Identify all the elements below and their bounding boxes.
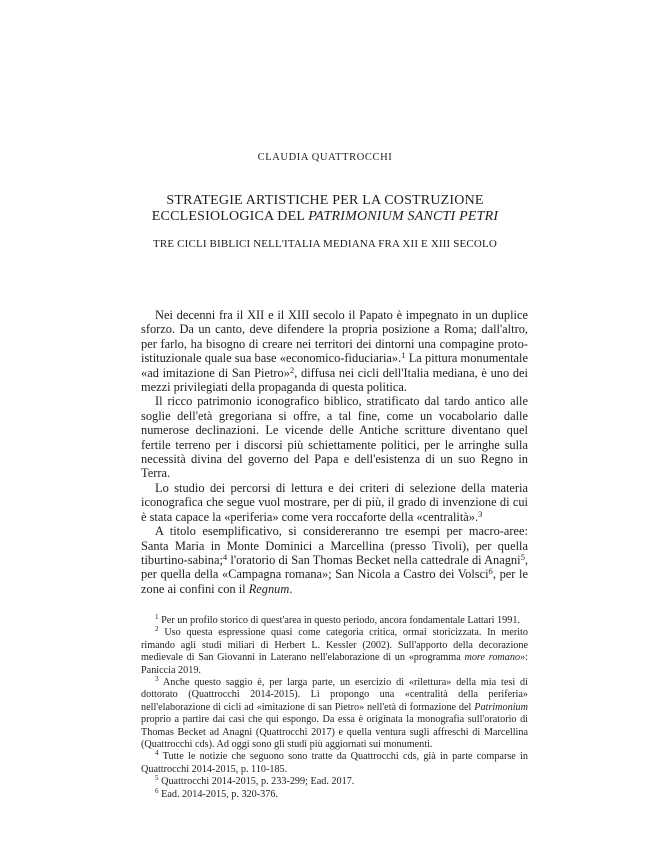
footnote-2: [141, 627, 528, 677]
footnote-1: [141, 615, 528, 627]
paragraph-1: [141, 308, 528, 394]
footnote-6-number: 6: [155, 786, 159, 795]
footnote-5: [141, 776, 528, 788]
title-line-2: [0, 209, 650, 225]
footnote-3-text-b: proprio a partire dai casi che qui espongo. Da essa è originata la monografia sull'oratorio di Thomas Becket ad Anagni (Quattrocchi 2017) e quella ventura sugli affreschi di Marcellina (Quattrocchi cds). Ad oggi sono gli studi più aggiornati sui monumenti.: [141, 714, 528, 751]
footnote-3-number: 3: [155, 675, 159, 684]
paragraph-4-text-c: , per quella della «Campagna romana»; San Nicola a Castro dei Volsci: [141, 552, 528, 582]
footnote-2-italic: more romano: [464, 652, 521, 664]
paragraph-4: [141, 524, 528, 596]
article-title: [0, 193, 650, 225]
paragraph-4-italic: Regnum: [248, 581, 290, 596]
footnote-6-text: Ead. 2014-2015, p. 320-376.: [158, 788, 278, 800]
paragraph-2: Il ricco patrimonio iconografico biblico, stratificato dal tardo antico alle soglie dell'età gregoriana si offre, a tal fine, come un vocabolario dalle numerose declinazioni. Le vicende delle Antiche scritture diventano quel fertile terreno per i discorsi più schiettamente politici, per le arringhe sulla necessità divina del governo del Papa e dell'esistenza di un suo Regno in Terra.: [141, 394, 528, 481]
footnote-6: [141, 786, 528, 801]
paragraph-4-text-e: .: [289, 581, 293, 596]
title-line-2-text: ECCLESIOLOGICA DEL: [151, 209, 309, 224]
footnote-ref-2: 2: [289, 364, 295, 375]
footnote-ref-6: 6: [488, 566, 493, 577]
footnote-4-text: Tutte le notizie che seguono sono tratte da Quattrocchi cds, già in parte comparse in Quattrocchi 2014-2015, p. 110-185.: [141, 751, 528, 775]
footnote-ref-5: 5: [520, 551, 525, 562]
paragraph-3-text: Lo studio dei percorsi di lettura e dei criteri di selezione della materia iconografica che segue vuol mostrare, per di più, il grado di invenzione di cui è stata capace la «periferia» come vera roccaforte della «centralità».: [141, 480, 528, 524]
footnote-4-number: 4: [155, 749, 159, 758]
paragraph-3: [141, 481, 528, 524]
author-name: CLAUDIA QUATTROCCHI: [257, 152, 393, 163]
footnote-1-number: 1: [155, 613, 159, 621]
title-line-1: STRATEGIE ARTISTICHE PER LA COSTRUZIONE: [166, 193, 484, 208]
footnote-4: [141, 751, 528, 776]
paragraph-1-text-c: , diffusa nei cicli dell'Italia mediana, è uno dei mezzi privilegiati della propaganda di questa politica.: [141, 365, 528, 395]
footnote-1-text: Per un profilo storico di quest'area in questo periodo, ancora fondamentale Lattari 1991.: [158, 615, 520, 626]
footnote-2-number: 2: [155, 625, 159, 634]
paragraph-1-text-b: La pittura monumentale «ad imitazione di San Pietro»: [141, 351, 528, 380]
footnote-3: [141, 677, 528, 751]
title-italic-text: PATRIMONIUM SANCTI PETRI: [308, 209, 499, 224]
footnote-3-text-a: Anche questo saggio è, per larga parte, un esercizio di «rilettura» della mia tesi di dottorato (Quattrocchi 2014-2015). Lì propongo una «centralità della periferia» nell'elaborazione di cicli ad «imitazione di san Pietro» nell'età di formazione del: [141, 677, 528, 713]
paragraph-4-text-d: , per le zone ai confini con il: [141, 567, 528, 596]
body-text: [141, 308, 528, 596]
paragraph-1-text-a: Nei decenni fra il XII e il XIII secolo il Papato è impegnato in un duplice sforzo. Da un canto, deve difendere la propria posizione a Roma; dall'altro, per farlo, ha bisogno di creare nei territori dei dintorni una compagine proto-istituzionale quale sua base «economico-fiduciaria».: [141, 308, 528, 366]
paragraph-4-text-b: l'oratorio di San Thomas Becket nella cattedrale di Anagni: [227, 552, 521, 567]
footnotes: [141, 615, 528, 801]
footnote-ref-3: 3: [478, 508, 483, 519]
footnote-3-italic: Patrimonium: [474, 701, 528, 713]
footnote-5-text: Quattrocchi 2014-2015, p. 233-299; Ead. 2017.: [158, 776, 355, 788]
footnote-2-text-a: Uso questa espressione quasi come categoria critica, ormai storicizzata. In merito rimando agli studi miliari di Herbert L. Kessler (2002). Sull'apporto della decorazione medievale di San Giovanni in Laterano nell'elaborazione di un «programma: [141, 627, 528, 664]
footnote-5-number: 5: [155, 774, 159, 783]
article-subtitle: TRE CICLI BIBLICI NELL'ITALIA MEDIANA FRA XII E XIII SECOLO: [153, 238, 497, 250]
footnote-ref-1: 1: [401, 350, 406, 361]
footnote-ref-4: 4: [222, 551, 228, 562]
paragraph-4-text-a: A titolo esemplificativo, si considereranno tre esempi per macro-aree: Santa Maria in Monte Dominici a Marcellina (presso Tivoli), per quella tiburtino-sabina;: [141, 524, 528, 567]
footnote-2-text-b: »: Paniccia 2019.: [141, 652, 528, 676]
